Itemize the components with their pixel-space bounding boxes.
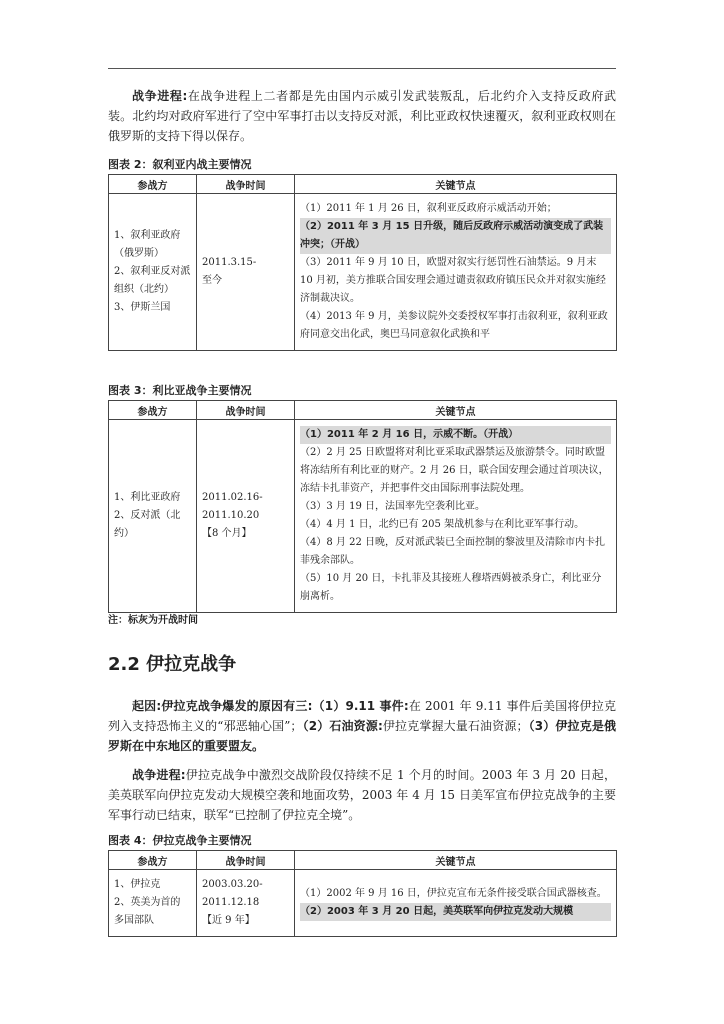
cause-1-label: （1）9.11 事件:	[312, 699, 409, 713]
cell-time	[197, 420, 295, 613]
key-node-highlighted: （2）2011 年 3 月 15 日升级，随后反政府示威活动演变成了武装冲突；（开战）	[300, 218, 611, 254]
cause-2-text: 伊拉克掌握大量石油资源；	[382, 719, 529, 733]
table4-caption: 图表 4：伊拉克战争主要情况	[108, 834, 252, 847]
col-header-time: 战争时间	[197, 175, 295, 194]
paragraph-causes	[108, 696, 616, 756]
paragraph-war-process	[108, 86, 616, 146]
key-node: （1）2002 年 9 月 16 日，伊拉克宣布无条件接受联合国武器核查。	[300, 888, 607, 899]
paragraph-label: 起因:伊拉克战争爆发的原因有三:	[132, 699, 313, 713]
key-node: （2）2 月 25 日欧盟将对利比亚采取武器禁运及旅游禁令。同时欧盟将冻结所有利比亚的财产。2 月 26 日，联合国安理会通过首项决议，冻结卡扎菲资产，并把事件交由国际刑事法院处理。	[300, 447, 609, 494]
cell-line: 2003.03.20-2011.12.18	[202, 879, 263, 908]
cell-parties	[109, 194, 197, 351]
key-node-highlighted: （1）2011 年 2 月 16 日，示威不断。（开战）	[300, 426, 611, 444]
table-header-row	[109, 851, 617, 870]
cell-line: 3、伊斯兰国	[114, 302, 171, 313]
col-header-parties: 参战方	[109, 401, 197, 420]
table-row	[109, 194, 617, 351]
cell-line: 2011.02.16-2011.10.20	[202, 492, 263, 521]
key-node: （4）2013 年 9 月，美参议院外交委授权军事打击叙利亚，叙利亚政府同意交出化武，奥巴马同意叙化武换和平	[300, 311, 608, 340]
key-node: （1）2011 年 1 月 26 日，叙利亚反政府示威活动开始；	[300, 203, 557, 214]
col-header-time: 战争时间	[197, 851, 295, 870]
cell-line: 2、英美为首的	[114, 897, 181, 908]
cell-line: 【8 个月】	[202, 528, 252, 539]
cell-line: 1、伊拉克	[114, 879, 161, 890]
col-header-time: 战争时间	[197, 401, 295, 420]
table-header-row	[109, 175, 617, 194]
cell-time	[197, 194, 295, 351]
table-iraq	[108, 850, 617, 937]
cell-nodes	[295, 194, 617, 351]
paragraph-text: 在战争进程上二者都是先由国内示威引发武装叛乱，后北约介入支持反政府武装。北约均对政府军进行了空中军事打击以支持反对派，利比亚政权快速覆灭，叙利亚政权则在俄罗斯的支持下得以保存。	[108, 89, 616, 143]
section-heading: 2.2 伊拉克战争	[108, 654, 237, 675]
key-node: （4）8 月 22 日晚，反对派武装已全面控制的黎波里及清除市内卡扎菲残余部队。	[300, 537, 605, 566]
cell-parties	[109, 870, 197, 937]
table-syria	[108, 174, 617, 351]
cell-line: 1、叙利亚政府	[114, 230, 181, 241]
col-header-nodes: 关键节点	[295, 851, 617, 870]
cause-1-text: 在 2001 年 9.11 事件后美国将伊拉克列入支持恐怖主义的“邪恶轴心国”；	[108, 699, 616, 733]
cell-line: 2、反对派（北约）	[114, 510, 181, 539]
cause-2-label: （2）石油资源:	[302, 719, 383, 733]
paragraph-label: 战争进程:	[132, 89, 188, 103]
key-node: （5）10 月 20 日，卡扎菲及其接班人穆塔西姆被杀身亡，利比亚分崩离析。	[300, 573, 602, 602]
header-rule	[108, 68, 616, 69]
cell-line: 2、叙利亚反对派	[114, 266, 191, 277]
cell-line: 多国部队	[114, 915, 154, 926]
cell-line: （俄罗斯）	[114, 248, 164, 259]
cell-line: 1、利比亚政府	[114, 492, 181, 503]
cause-3-label: （3）伊拉克是俄罗斯在中东地区的重要盟友。	[108, 719, 616, 753]
table-row	[109, 870, 617, 937]
table3-caption: 图表 3：利比亚战争主要情况	[108, 384, 252, 397]
key-node-highlighted: （2）2003 年 3 月 20 日起，美英联军向伊拉克发动大规模	[300, 903, 611, 921]
cell-line: 至今	[202, 275, 222, 286]
cell-line: 组织（北约）	[114, 284, 174, 295]
table-libya	[108, 400, 617, 613]
table-header-row	[109, 401, 617, 420]
table2-caption: 图表 2：叙利亚内战主要情况	[108, 158, 252, 171]
col-header-parties: 参战方	[109, 851, 197, 870]
key-node: （3）2011 年 9 月 10 日，欧盟对叙实行惩罚性石油禁运。9 月末 10 月初，美方推联合国安理会通过谴责叙政府镇压民众并对叙实施经济制裁决议。	[300, 257, 606, 304]
paragraph-label: 战争进程:	[132, 768, 186, 782]
cell-time	[197, 870, 295, 937]
key-node: （4）4 月 1 日，北约已有 205 架战机参与在利比亚军事行动。	[300, 519, 585, 530]
cell-line: 【近 9 年】	[202, 915, 255, 926]
col-header-nodes: 关键节点	[295, 175, 617, 194]
paragraph-text: 伊拉克战争中激烈交战阶段仅持续不足 1 个月的时间。2003 年 3 月 20 日起，美英联军向伊拉克发动大规模空袭和地面攻势，2003 年 4 月 15 日美军宣布伊拉克战争的主要军事行动已结束，联军“已控制了伊拉克全境”。	[108, 768, 616, 822]
table-row	[109, 420, 617, 613]
cell-line: 2011.3.15-	[202, 257, 257, 268]
paragraph-iraq-process	[108, 765, 616, 825]
col-header-parties: 参战方	[109, 175, 197, 194]
cell-parties	[109, 420, 197, 613]
cell-nodes	[295, 420, 617, 613]
key-node: （3）3 月 19 日，法国率先空袭利比亚。	[300, 501, 485, 512]
col-header-nodes: 关键节点	[295, 401, 617, 420]
table-note: 注：标灰为开战时间	[108, 615, 198, 626]
cell-nodes	[295, 870, 617, 937]
